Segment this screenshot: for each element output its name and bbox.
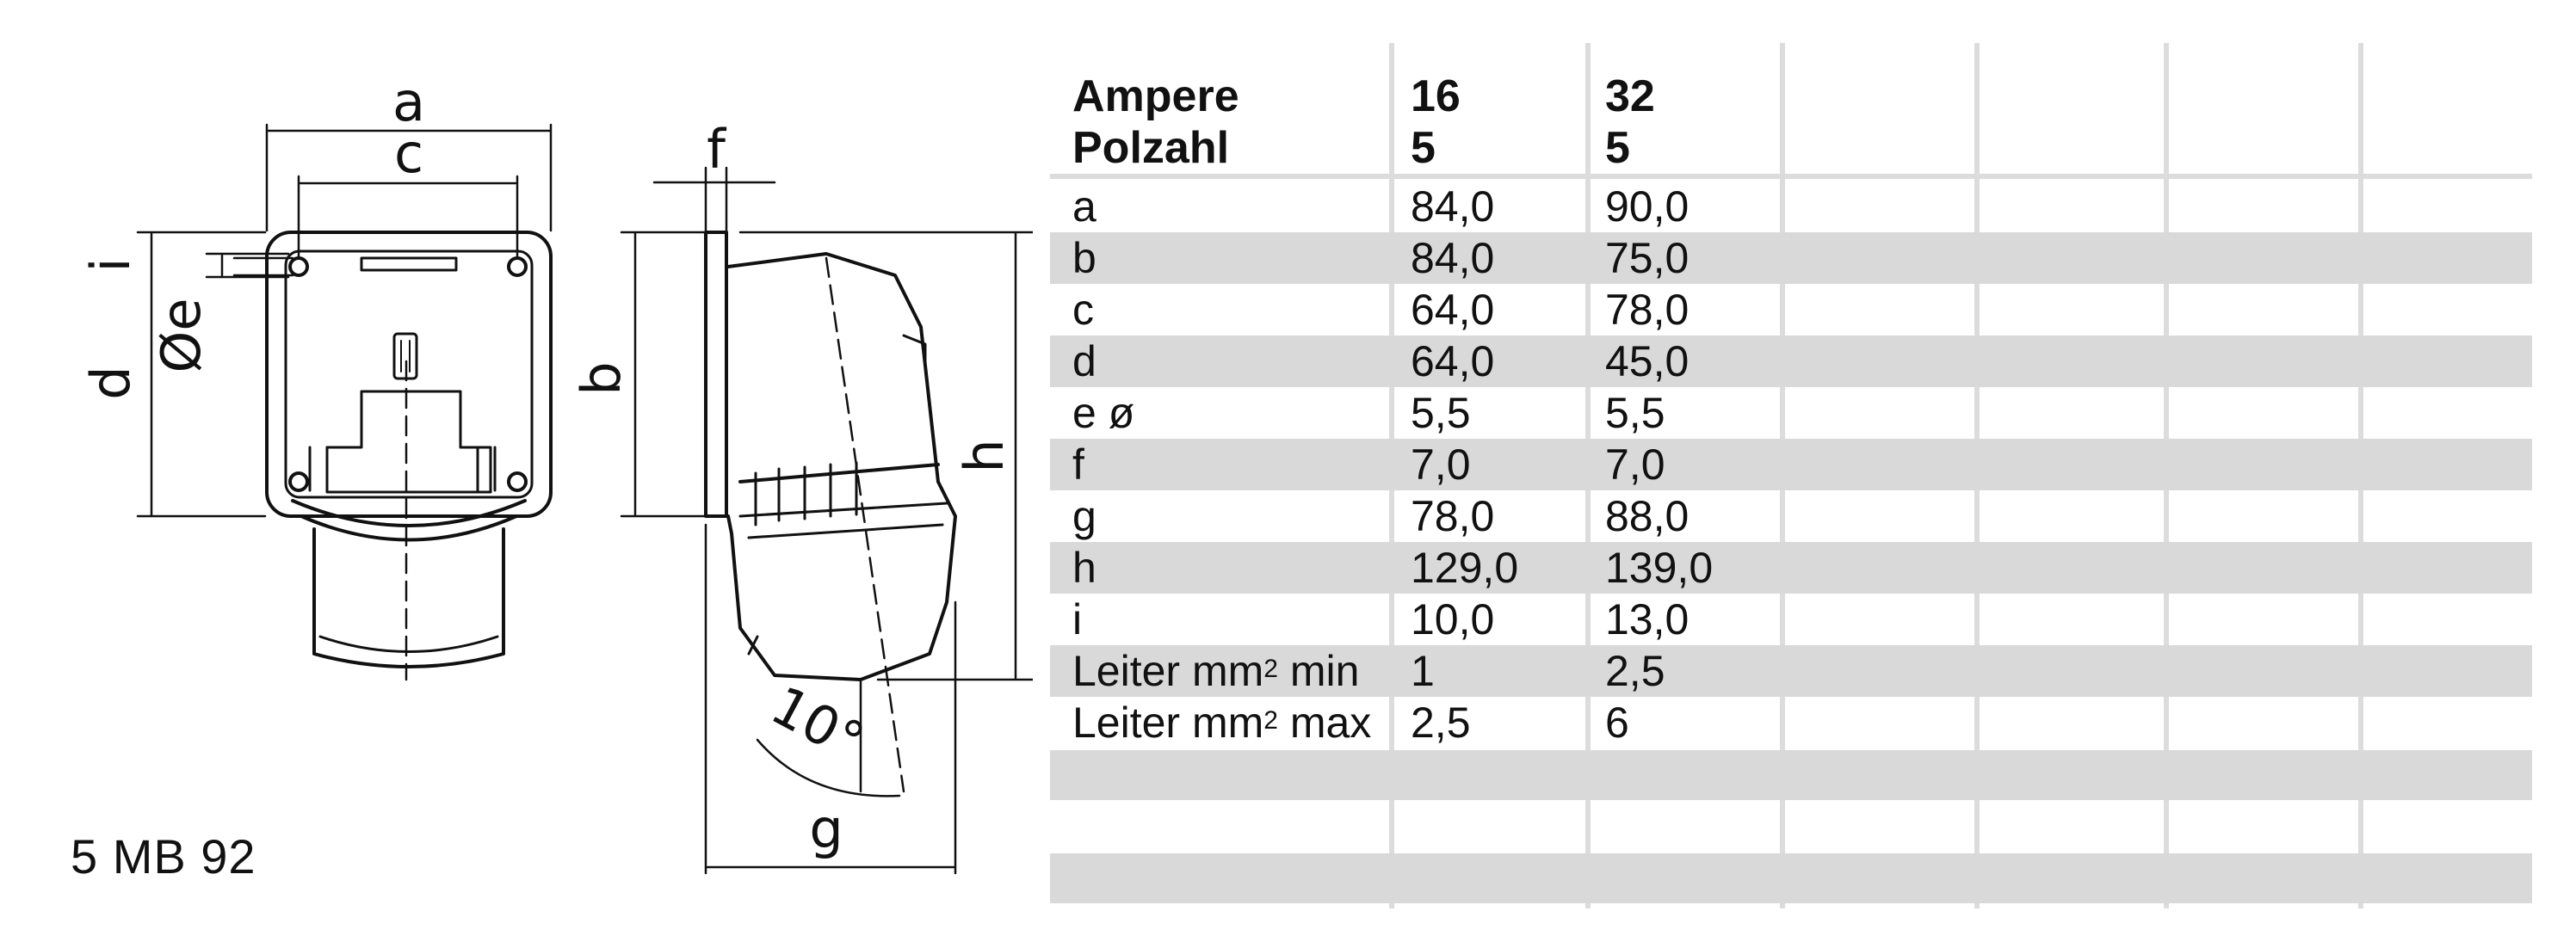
dim-label-g: g: [809, 797, 843, 860]
row-value: 2,5: [1411, 699, 1471, 747]
dim-label-d: d: [79, 366, 142, 400]
row-value: 84,0: [1411, 182, 1495, 231]
row-value: 13,0: [1605, 595, 1690, 643]
row-value: 64,0: [1411, 337, 1495, 385]
table-row: [1050, 645, 2532, 697]
dim-label-c: c: [393, 122, 424, 185]
screw-hole: [509, 258, 526, 275]
row-label: a: [1072, 182, 1096, 231]
row-value: 88,0: [1605, 492, 1690, 540]
row-label: c: [1072, 286, 1094, 334]
header-row-ampere: [1050, 71, 2532, 122]
side-view: [706, 232, 955, 680]
dim-label-angle: 10°: [761, 673, 874, 774]
table-row: [1050, 439, 2532, 490]
dim-label-f: f: [707, 118, 726, 181]
empty-row: [1050, 800, 2532, 852]
row-value: 139,0: [1605, 544, 1714, 592]
table-row: [1050, 232, 2532, 284]
row-label: i: [1072, 595, 1083, 643]
dim-label-h: h: [953, 439, 1016, 473]
row-label: g: [1072, 492, 1096, 540]
front-dimensions: [138, 125, 551, 680]
front-view: [267, 232, 551, 667]
side-dimensions: [621, 168, 1033, 873]
row-value: 90,0: [1605, 182, 1690, 231]
dim-label-a: a: [392, 71, 425, 133]
row-value: 5,5: [1411, 389, 1471, 437]
row-value: 1: [1411, 647, 1435, 695]
spec-table: [1050, 43, 2532, 908]
table-row: [1050, 542, 2532, 594]
header-value: 5: [1605, 123, 1630, 173]
header-row-polzahl: [1050, 122, 2532, 174]
row-value: 7,0: [1605, 440, 1665, 489]
header-value: 32: [1605, 71, 1655, 121]
superscript: 2: [1263, 706, 1278, 735]
row-label: h: [1072, 544, 1096, 592]
row-value: 78,0: [1411, 492, 1495, 540]
header-label: Ampere: [1072, 71, 1239, 121]
superscript: 2: [1263, 655, 1278, 683]
header-label: Polzahl: [1072, 123, 1230, 173]
row-value: 7,0: [1411, 440, 1471, 489]
table-row: [1050, 594, 2532, 645]
table-row: [1050, 490, 2532, 542]
side-plate: [706, 232, 726, 516]
row-value: 78,0: [1605, 286, 1690, 334]
technical-drawing: [0, 0, 1033, 942]
row-value: 45,0: [1605, 337, 1690, 385]
row-label: b: [1072, 234, 1096, 282]
dim-label-e: Øe: [150, 298, 213, 373]
row-value: 2,5: [1605, 647, 1665, 695]
dim-label-b: b: [570, 361, 633, 396]
table-row: [1050, 387, 2532, 439]
row-value: 5,5: [1605, 389, 1665, 437]
dim-label-i: i: [79, 257, 142, 273]
row-value: 10,0: [1411, 595, 1495, 643]
screw-hole: [290, 473, 307, 490]
row-label: Leiter $mm^2$ max: [1072, 699, 1372, 747]
empty-row: [1050, 853, 2532, 903]
row-label: Leiter $mm^2$ min: [1072, 647, 1360, 695]
model-number: 5 MB 92: [71, 829, 256, 884]
row-label: e ø: [1072, 389, 1135, 437]
row-value: 84,0: [1411, 234, 1495, 282]
row-value: 6: [1605, 699, 1629, 747]
header-divider: [1050, 174, 2532, 179]
screw-hole: [509, 473, 526, 490]
screw-hole: [290, 258, 307, 275]
table-row: [1050, 181, 2532, 232]
row-label: d: [1072, 337, 1096, 385]
row-value: 75,0: [1605, 234, 1690, 282]
table-row: [1050, 697, 2532, 748]
row-value: 129,0: [1411, 544, 1519, 592]
row-value: 64,0: [1411, 286, 1495, 334]
row-label: f: [1072, 440, 1084, 489]
header-value: 5: [1411, 123, 1436, 173]
header-value: 16: [1411, 71, 1461, 121]
table-row: [1050, 284, 2532, 336]
table-row: [1050, 336, 2532, 387]
empty-row: [1050, 750, 2532, 800]
